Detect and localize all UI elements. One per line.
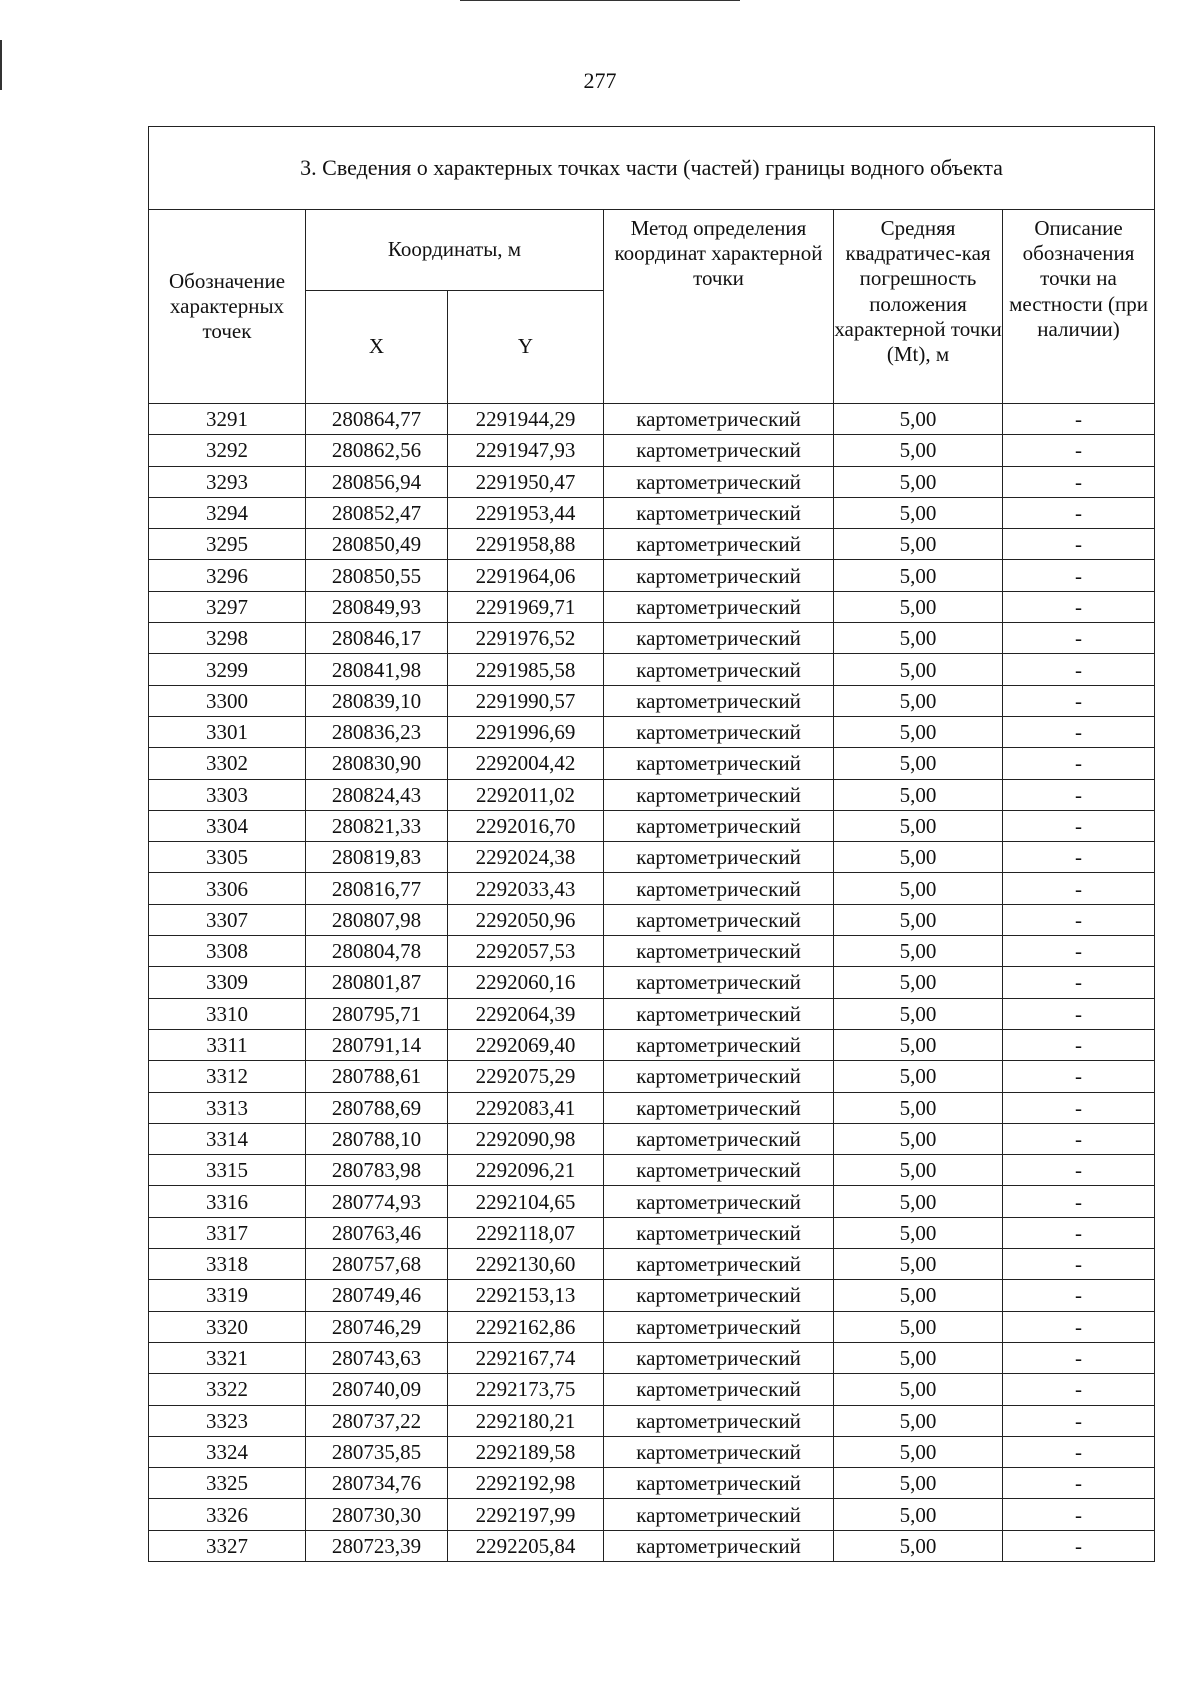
table-row: [149, 1374, 1155, 1405]
cell-method: картометрический: [604, 1311, 834, 1342]
table-row: [149, 1468, 1155, 1499]
coordinates-table: [148, 126, 1155, 1562]
cell-accuracy: 5,00: [834, 998, 1003, 1029]
cell-method: картометрический: [604, 529, 834, 560]
cell-y: 2291976,52: [448, 623, 604, 654]
cell-y: 2292016,70: [448, 810, 604, 841]
cell-accuracy: 5,00: [834, 1311, 1003, 1342]
cell-x: 280791,14: [306, 1029, 448, 1060]
table-row: [149, 1311, 1155, 1342]
cell-point-id: 3323: [149, 1405, 306, 1436]
cell-x: 280734,76: [306, 1468, 448, 1499]
cell-accuracy: 5,00: [834, 779, 1003, 810]
cell-method: картометрический: [604, 873, 834, 904]
cell-accuracy: 5,00: [834, 842, 1003, 873]
cell-x: 280783,98: [306, 1155, 448, 1186]
cell-x: 280757,68: [306, 1249, 448, 1280]
cell-y: 2292189,58: [448, 1436, 604, 1467]
cell-y: 2292090,98: [448, 1123, 604, 1154]
cell-accuracy: 5,00: [834, 560, 1003, 591]
table-row: [149, 1217, 1155, 1248]
cell-accuracy: 5,00: [834, 1280, 1003, 1311]
cell-point-id: 3316: [149, 1186, 306, 1217]
cell-point-id: 3300: [149, 685, 306, 716]
cell-y: 2291947,93: [448, 435, 604, 466]
cell-accuracy: 5,00: [834, 623, 1003, 654]
table-row: [149, 716, 1155, 747]
cell-method: картометрический: [604, 1123, 834, 1154]
cell-y: 2291985,58: [448, 654, 604, 685]
cell-method: картометрический: [604, 748, 834, 779]
cell-description: -: [1003, 904, 1155, 935]
cell-method: картометрический: [604, 842, 834, 873]
cell-method: картометрический: [604, 1436, 834, 1467]
table-row: [149, 1123, 1155, 1154]
cell-point-id: 3295: [149, 529, 306, 560]
cell-y: 2291969,71: [448, 591, 604, 622]
cell-description: -: [1003, 529, 1155, 560]
header-y: Y: [448, 291, 604, 404]
cell-point-id: 3292: [149, 435, 306, 466]
cell-description: -: [1003, 654, 1155, 685]
cell-y: 2291958,88: [448, 529, 604, 560]
cell-x: 280821,33: [306, 810, 448, 841]
cell-accuracy: 5,00: [834, 1186, 1003, 1217]
table-row: [149, 779, 1155, 810]
cell-description: -: [1003, 998, 1155, 1029]
cell-description: -: [1003, 873, 1155, 904]
cell-description: -: [1003, 842, 1155, 873]
cell-accuracy: 5,00: [834, 654, 1003, 685]
cell-description: -: [1003, 560, 1155, 591]
cell-y: 2292069,40: [448, 1029, 604, 1060]
table-body: [149, 404, 1155, 1562]
cell-method: картометрический: [604, 810, 834, 841]
cell-description: -: [1003, 466, 1155, 497]
cell-description: -: [1003, 1374, 1155, 1405]
cell-x: 280824,43: [306, 779, 448, 810]
table-row: [149, 1436, 1155, 1467]
table-row: [149, 873, 1155, 904]
cell-description: -: [1003, 591, 1155, 622]
cell-point-id: 3314: [149, 1123, 306, 1154]
cell-x: 280743,63: [306, 1342, 448, 1373]
table-row: [149, 404, 1155, 435]
cell-description: -: [1003, 1499, 1155, 1530]
cell-x: 280723,39: [306, 1530, 448, 1561]
cell-y: 2292173,75: [448, 1374, 604, 1405]
table-row: [149, 1499, 1155, 1530]
cell-x: 280816,77: [306, 873, 448, 904]
cell-accuracy: 5,00: [834, 1530, 1003, 1561]
cell-description: -: [1003, 685, 1155, 716]
cell-accuracy: 5,00: [834, 936, 1003, 967]
cell-x: 280839,10: [306, 685, 448, 716]
cell-method: картометрический: [604, 466, 834, 497]
cell-point-id: 3326: [149, 1499, 306, 1530]
cell-x: 280735,85: [306, 1436, 448, 1467]
table-row: [149, 466, 1155, 497]
cell-accuracy: 5,00: [834, 529, 1003, 560]
cell-y: 2292004,42: [448, 748, 604, 779]
cell-accuracy: 5,00: [834, 685, 1003, 716]
cell-description: -: [1003, 1249, 1155, 1280]
cell-accuracy: 5,00: [834, 1217, 1003, 1248]
cell-method: картометрический: [604, 779, 834, 810]
cell-x: 280788,10: [306, 1123, 448, 1154]
header-description: Описание обозначения точки на местности (при наличии): [1003, 210, 1155, 404]
cell-y: 2292057,53: [448, 936, 604, 967]
cell-y: 2292162,86: [448, 1311, 604, 1342]
cell-accuracy: 5,00: [834, 466, 1003, 497]
cell-y: 2292167,74: [448, 1342, 604, 1373]
cell-accuracy: 5,00: [834, 435, 1003, 466]
cell-method: картометрический: [604, 716, 834, 747]
cell-y: 2292130,60: [448, 1249, 604, 1280]
cell-x: 280864,77: [306, 404, 448, 435]
cell-description: -: [1003, 623, 1155, 654]
table-row: [149, 1249, 1155, 1280]
table-row: [149, 810, 1155, 841]
cell-y: 2292180,21: [448, 1405, 604, 1436]
cell-point-id: 3293: [149, 466, 306, 497]
cell-x: 280850,49: [306, 529, 448, 560]
cell-x: 280841,98: [306, 654, 448, 685]
cell-method: картометрический: [604, 1468, 834, 1499]
cell-x: 280746,29: [306, 1311, 448, 1342]
cell-y: 2292118,07: [448, 1217, 604, 1248]
cell-y: 2292083,41: [448, 1092, 604, 1123]
cell-accuracy: 5,00: [834, 404, 1003, 435]
cell-method: картометрический: [604, 591, 834, 622]
cell-point-id: 3307: [149, 904, 306, 935]
cell-description: -: [1003, 1029, 1155, 1060]
cell-description: -: [1003, 1123, 1155, 1154]
cell-y: 2292192,98: [448, 1468, 604, 1499]
cell-point-id: 3321: [149, 1342, 306, 1373]
cell-y: 2292104,65: [448, 1186, 604, 1217]
cell-description: -: [1003, 810, 1155, 841]
cell-method: картометрический: [604, 904, 834, 935]
cell-method: картометрический: [604, 998, 834, 1029]
cell-description: -: [1003, 1530, 1155, 1561]
cell-accuracy: 5,00: [834, 904, 1003, 935]
cell-x: 280836,23: [306, 716, 448, 747]
cell-point-id: 3324: [149, 1436, 306, 1467]
cell-method: картометрический: [604, 685, 834, 716]
scan-edge-mark-top: [460, 0, 740, 1]
section-title: 3. Сведения о характерных точках части (частей) границы водного объекта: [149, 127, 1155, 210]
table-row: [149, 998, 1155, 1029]
cell-description: -: [1003, 1092, 1155, 1123]
table-row: [149, 1342, 1155, 1373]
cell-method: картометрический: [604, 1342, 834, 1373]
cell-description: -: [1003, 716, 1155, 747]
cell-y: 2292033,43: [448, 873, 604, 904]
cell-point-id: 3294: [149, 497, 306, 528]
cell-y: 2292153,13: [448, 1280, 604, 1311]
cell-y: 2291964,06: [448, 560, 604, 591]
cell-accuracy: 5,00: [834, 1405, 1003, 1436]
cell-method: картометрический: [604, 1530, 834, 1561]
cell-description: -: [1003, 1061, 1155, 1092]
cell-accuracy: 5,00: [834, 1374, 1003, 1405]
header-point-id: Обозначение характерных точек: [149, 210, 306, 404]
cell-description: -: [1003, 936, 1155, 967]
cell-x: 280850,55: [306, 560, 448, 591]
cell-accuracy: 5,00: [834, 967, 1003, 998]
cell-x: 280830,90: [306, 748, 448, 779]
table-row: [149, 1155, 1155, 1186]
cell-y: 2292011,02: [448, 779, 604, 810]
cell-accuracy: 5,00: [834, 716, 1003, 747]
cell-point-id: 3318: [149, 1249, 306, 1280]
cell-x: 280788,61: [306, 1061, 448, 1092]
table-row: [149, 967, 1155, 998]
cell-point-id: 3322: [149, 1374, 306, 1405]
cell-point-id: 3299: [149, 654, 306, 685]
cell-point-id: 3304: [149, 810, 306, 841]
cell-description: -: [1003, 404, 1155, 435]
cell-y: 2291944,29: [448, 404, 604, 435]
cell-method: картометрический: [604, 404, 834, 435]
cell-x: 280763,46: [306, 1217, 448, 1248]
cell-x: 280807,98: [306, 904, 448, 935]
cell-accuracy: 5,00: [834, 810, 1003, 841]
cell-y: 2292024,38: [448, 842, 604, 873]
cell-point-id: 3312: [149, 1061, 306, 1092]
table-row: [149, 529, 1155, 560]
table-row: [149, 1061, 1155, 1092]
cell-method: картометрический: [604, 1217, 834, 1248]
cell-point-id: 3317: [149, 1217, 306, 1248]
cell-point-id: 3320: [149, 1311, 306, 1342]
cell-y: 2292197,99: [448, 1499, 604, 1530]
cell-method: картометрический: [604, 1155, 834, 1186]
cell-x: 280795,71: [306, 998, 448, 1029]
table-row: [149, 623, 1155, 654]
cell-point-id: 3319: [149, 1280, 306, 1311]
cell-x: 280856,94: [306, 466, 448, 497]
cell-y: 2292075,29: [448, 1061, 604, 1092]
cell-description: -: [1003, 435, 1155, 466]
cell-method: картометрический: [604, 497, 834, 528]
cell-accuracy: 5,00: [834, 1029, 1003, 1060]
cell-point-id: 3297: [149, 591, 306, 622]
table-row: [149, 1530, 1155, 1561]
table-row: [149, 685, 1155, 716]
cell-description: -: [1003, 497, 1155, 528]
cell-method: картометрический: [604, 967, 834, 998]
cell-x: 280819,83: [306, 842, 448, 873]
table-row: [149, 904, 1155, 935]
cell-accuracy: 5,00: [834, 1468, 1003, 1499]
cell-y: 2292096,21: [448, 1155, 604, 1186]
cell-x: 280862,56: [306, 435, 448, 466]
cell-method: картометрический: [604, 1405, 834, 1436]
table-row: [149, 1405, 1155, 1436]
cell-description: -: [1003, 1280, 1155, 1311]
cell-point-id: 3311: [149, 1029, 306, 1060]
cell-description: -: [1003, 779, 1155, 810]
table-row: [149, 1092, 1155, 1123]
cell-description: -: [1003, 1186, 1155, 1217]
cell-y: 2292060,16: [448, 967, 604, 998]
cell-y: 2292205,84: [448, 1530, 604, 1561]
cell-point-id: 3298: [149, 623, 306, 654]
cell-method: картометрический: [604, 1374, 834, 1405]
cell-method: картометрический: [604, 623, 834, 654]
cell-y: 2291996,69: [448, 716, 604, 747]
cell-x: 280801,87: [306, 967, 448, 998]
cell-point-id: 3308: [149, 936, 306, 967]
cell-method: картометрический: [604, 1029, 834, 1060]
cell-description: -: [1003, 1217, 1155, 1248]
table-row: [149, 748, 1155, 779]
cell-point-id: 3302: [149, 748, 306, 779]
cell-y: 2292050,96: [448, 904, 604, 935]
header-coordinates: Координаты, м: [306, 210, 604, 291]
cell-description: -: [1003, 1155, 1155, 1186]
cell-method: картометрический: [604, 936, 834, 967]
cell-description: -: [1003, 748, 1155, 779]
cell-point-id: 3313: [149, 1092, 306, 1123]
cell-y: 2291950,47: [448, 466, 604, 497]
cell-y: 2291990,57: [448, 685, 604, 716]
cell-point-id: 3305: [149, 842, 306, 873]
table-row: [149, 435, 1155, 466]
cell-description: -: [1003, 1436, 1155, 1467]
cell-description: -: [1003, 1311, 1155, 1342]
cell-accuracy: 5,00: [834, 748, 1003, 779]
cell-point-id: 3291: [149, 404, 306, 435]
cell-method: картометрический: [604, 1280, 834, 1311]
cell-x: 280730,30: [306, 1499, 448, 1530]
cell-description: -: [1003, 967, 1155, 998]
table-row: [149, 591, 1155, 622]
cell-x: 280749,46: [306, 1280, 448, 1311]
cell-accuracy: 5,00: [834, 873, 1003, 904]
cell-point-id: 3301: [149, 716, 306, 747]
cell-point-id: 3325: [149, 1468, 306, 1499]
header-accuracy: Средняя квадратичес-кая погрешность положения характерной точки (Mt), м: [834, 210, 1003, 404]
cell-description: -: [1003, 1468, 1155, 1499]
cell-accuracy: 5,00: [834, 497, 1003, 528]
cell-y: 2292064,39: [448, 998, 604, 1029]
cell-method: картометрический: [604, 435, 834, 466]
cell-accuracy: 5,00: [834, 1123, 1003, 1154]
cell-point-id: 3296: [149, 560, 306, 591]
table-row: [149, 936, 1155, 967]
table-row: [149, 842, 1155, 873]
header-x: X: [306, 291, 448, 404]
cell-method: картометрический: [604, 560, 834, 591]
page-number: 277: [583, 68, 617, 93]
cell-x: 280774,93: [306, 1186, 448, 1217]
cell-accuracy: 5,00: [834, 1499, 1003, 1530]
table-row: [149, 497, 1155, 528]
cell-description: -: [1003, 1342, 1155, 1373]
cell-accuracy: 5,00: [834, 1061, 1003, 1092]
cell-accuracy: 5,00: [834, 1155, 1003, 1186]
cell-x: 280737,22: [306, 1405, 448, 1436]
cell-accuracy: 5,00: [834, 1342, 1003, 1373]
header-method: Метод определения координат характерной точки: [604, 210, 834, 404]
cell-description: -: [1003, 1405, 1155, 1436]
cell-x: 280740,09: [306, 1374, 448, 1405]
cell-y: 2291953,44: [448, 497, 604, 528]
cell-x: 280788,69: [306, 1092, 448, 1123]
cell-point-id: 3306: [149, 873, 306, 904]
cell-method: картометрический: [604, 1092, 834, 1123]
cell-accuracy: 5,00: [834, 1249, 1003, 1280]
cell-x: 280849,93: [306, 591, 448, 622]
cell-x: 280804,78: [306, 936, 448, 967]
cell-x: 280846,17: [306, 623, 448, 654]
table-row: [149, 654, 1155, 685]
cell-point-id: 3310: [149, 998, 306, 1029]
cell-point-id: 3315: [149, 1155, 306, 1186]
table-row: [149, 1029, 1155, 1060]
cell-point-id: 3327: [149, 1530, 306, 1561]
cell-method: картометрический: [604, 654, 834, 685]
cell-method: картометрический: [604, 1499, 834, 1530]
cell-method: картометрический: [604, 1061, 834, 1092]
cell-point-id: 3309: [149, 967, 306, 998]
cell-method: картометрический: [604, 1186, 834, 1217]
cell-x: 280852,47: [306, 497, 448, 528]
cell-accuracy: 5,00: [834, 1436, 1003, 1467]
table-row: [149, 560, 1155, 591]
cell-accuracy: 5,00: [834, 591, 1003, 622]
cell-accuracy: 5,00: [834, 1092, 1003, 1123]
table-row: [149, 1186, 1155, 1217]
cell-method: картометрический: [604, 1249, 834, 1280]
table-row: [149, 1280, 1155, 1311]
cell-point-id: 3303: [149, 779, 306, 810]
